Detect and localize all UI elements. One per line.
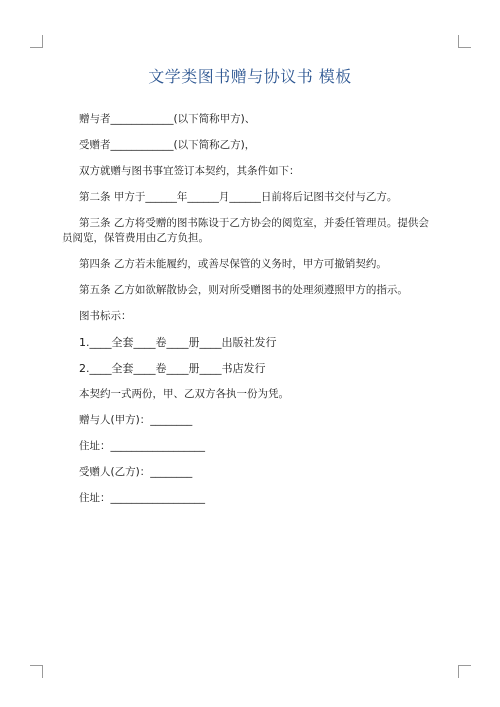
donor-signature-line: 赠与人(甲方)：________ [79,414,193,426]
article-3: 第三条 乙方将受赠的图书陈设于乙方协会的阅览室，并委任管理员。提供会员阅览，保管费用由乙方负担。 [62,217,429,244]
donor-line: 赠与者____________(以下简称甲方)、 [79,113,256,125]
crop-mark-bottom-left [30,665,43,678]
donor-address-line: 住址：__________________ [79,440,205,452]
recipient-line: 受赠者____________(以下简称乙方)， [79,139,256,151]
agreement-intro: 双方就赠与图书事宜签订本契约，其条件如下： [79,165,300,177]
document-title: 文学类图书赠与协议书 模板 [148,67,352,86]
article-2: 第二条 甲方于______年______月______日前将后记图书交付与乙方。 [79,191,398,203]
copies-statement: 本契约一式两份，甲、乙双方各执一份为凭。 [79,388,289,400]
recipient-address-line: 住址：__________________ [79,492,205,504]
book-item-1: 1.____全套____卷____册____出版社发行 [79,336,277,349]
crop-mark-top-right [458,35,471,48]
document-body [62,112,434,517]
crop-mark-bottom-right [458,665,471,678]
book-item-2: 2.____全套____卷____册____书店发行 [79,362,266,375]
article-4: 第四条 乙方若未能履约，或善尽保管的义务时，甲方可撤销契约。 [79,258,387,270]
article-5: 第五条 乙方如欲解散协会，则对所受赠图书的处理须遵照甲方的指示。 [79,284,408,296]
recipient-signature-line: 受赠人(乙方)：________ [79,466,193,478]
book-label-heading: 图书标示： [79,310,132,322]
crop-mark-top-left [30,35,43,48]
